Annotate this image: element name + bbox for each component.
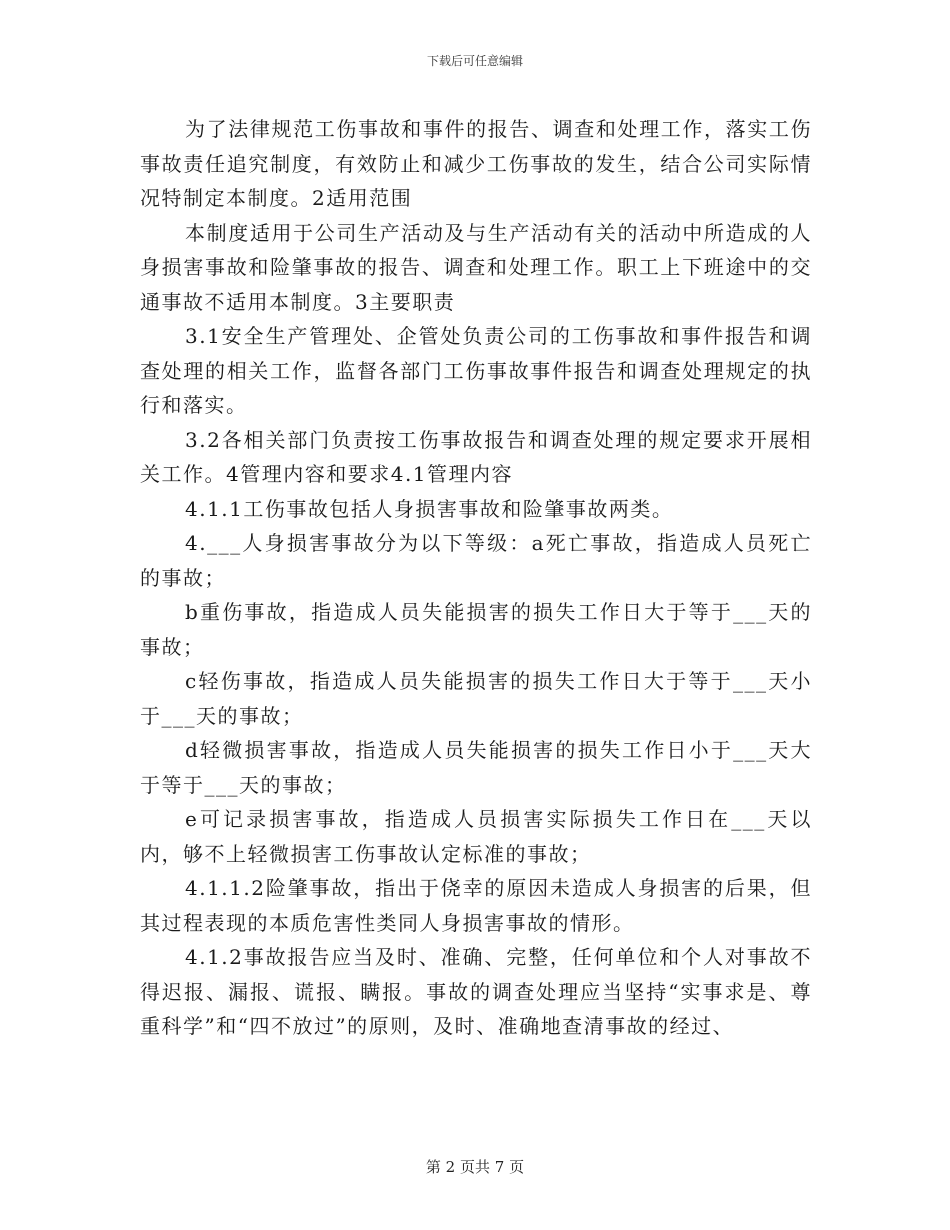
- paragraph-level-d: d轻微损害事故，指造成人员失能损害的损失工作日小于___天大于等于___天的事故；: [140, 738, 812, 797]
- paragraph-purpose: 为了法律规范工伤事故和事件的报告、调查和处理工作，落实工伤事故责任追究制度，有效防止和减少工伤事故的发生，结合公司实际情况特制定本制度。2适用范围: [140, 117, 812, 210]
- paragraph-near-miss: 4.1.1.2险肇事故，指出于侥幸的原因未造成人身损害的后果，但其过程表现的本质危害性类同人身损害事故的情形。: [140, 876, 812, 935]
- paragraph-duty-3-1: 3.1安全生产管理处、企管处负责公司的工伤事故和事件报告和调查处理的相关工作，监督各部门工伤事故事件报告和调查处理规定的执行和落实。: [140, 324, 812, 417]
- page-header: 下载后可任意编辑: [426, 54, 523, 68]
- page-footer: 第 2 页共 7 页: [425, 1158, 525, 1176]
- paragraph-level-b: b重伤事故，指造成人员失能损害的损失工作日大于等于___天的事故；: [140, 600, 812, 659]
- paragraph-4-1-1: 4.1.1工伤事故包括人身损害事故和险肇事故两类。: [185, 496, 674, 521]
- paragraph-scope: 本制度适用于公司生产活动及与生产活动有关的活动中所造成的人身损害事故和险肇事故的报告、调查和处理工作。职工上下班途中的交通事故不适用本制度。3主要职责: [140, 220, 812, 314]
- paragraph-level-c: c轻伤事故，指造成人员失能损害的损失工作日大于等于___天小于___天的事故；: [140, 669, 812, 728]
- document-body: [140, 112, 812, 1044]
- paragraph-level-e: e可记录损害事故，指造成人员损害实际损失工作日在___天以内，够不上轻微损害工伤事故认定标准的事故；: [140, 807, 812, 866]
- paragraph-injury-levels: 4.___人身损害事故分为以下等级：a死亡事故，指造成人员死亡的事故；: [140, 531, 812, 590]
- paragraph-reporting: 4.1.2事故报告应当及时、准确、完整，任何单位和个人对事故不得迟报、漏报、谎报、瞒报。事故的调查处理应当坚持“实事求是、尊重科学”和“四不放过”的原则，及时、准确地查清事故的经过、: [140, 945, 812, 1038]
- paragraph-duty-3-2: 3.2各相关部门负责按工伤事故报告和调查处理的规定要求开展相关工作。4管理内容和要求4.1管理内容: [140, 427, 812, 486]
